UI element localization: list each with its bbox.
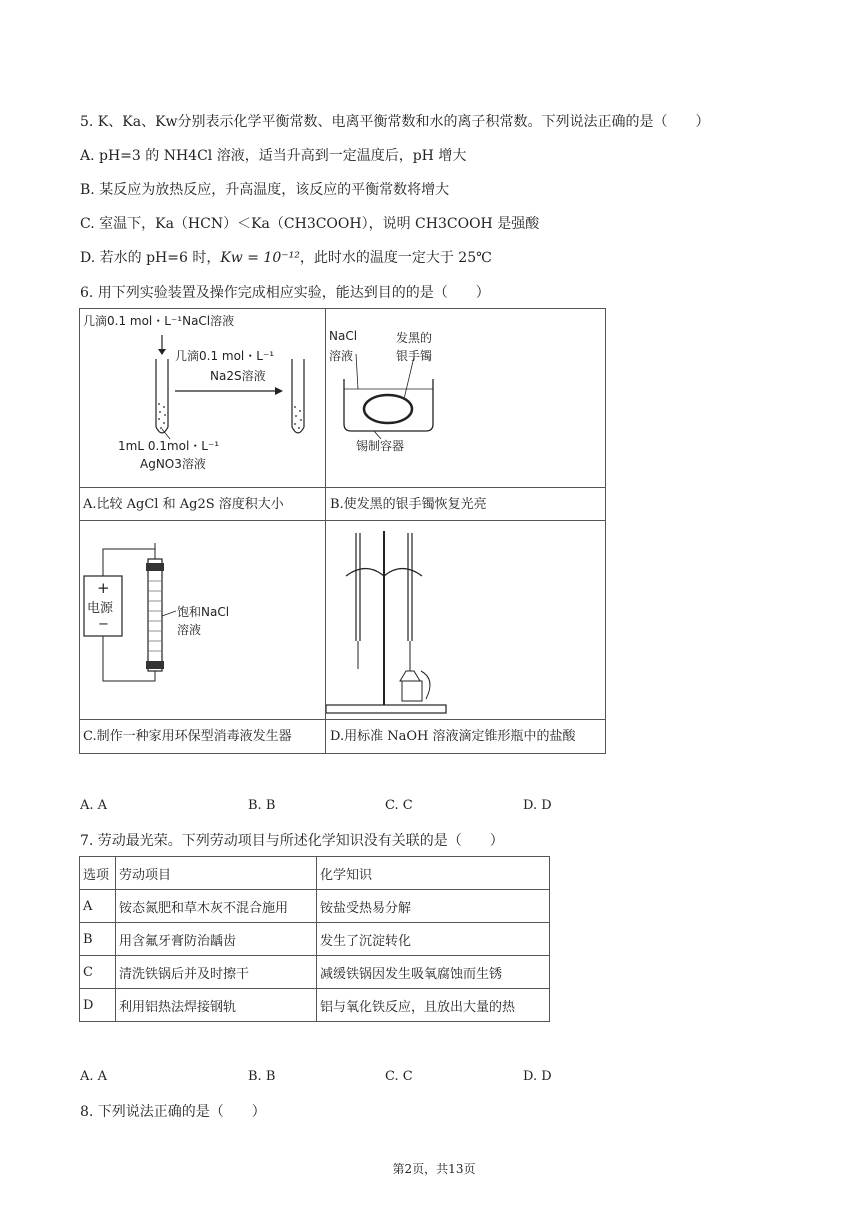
q5-option-d [80,249,492,267]
figure-b-silver-bracelet [326,309,605,487]
table-cell: 用含氟牙膏防治龋齿 [116,923,317,956]
fig-a-caption: A.比较 AgCl 和 Ag2S 溶度积大小 [83,497,284,512]
q7-choice-b[interactable]: B. B [248,1069,276,1084]
table-cell: D [80,989,116,1022]
q7-options [80,1069,640,1087]
fig-b-nacl: NaCl [329,329,358,343]
fig-a-bottom-label-1: 1mL 0.1mol・L⁻¹ [118,439,220,453]
table-cell: 铵盐受热易分解 [317,890,550,923]
fig-c-minus: − [98,617,109,632]
fig-b-caption: B.使发黑的银手镯恢复光亮 [330,497,487,512]
table-header-cell: 化学知识 [317,857,550,890]
table-cell: 铵态氮肥和草木灰不混合施用 [116,890,317,923]
fig-c-saturated-2: 溶液 [177,623,202,637]
figure-c-electrolysis [80,521,325,719]
fig-c-power: 电源 [87,601,114,616]
q8-stem: 8. 下列说法正确的是（ ） [80,1104,266,1120]
q5-stem: 5. K、Ka、Kw分别表示化学平衡常数、电离平衡常数和水的离子积常数。下列说法正确的是（ ） [80,114,710,130]
q7-choice-a[interactable]: A. A [80,1069,108,1084]
q5-option-b: B. 某反应为放热反应，升高温度，该反应的平衡常数将增大 [80,182,450,198]
q6-choice-a[interactable]: A. A [80,798,108,813]
fig-a-mid-label-1: 几滴0.1 mol・L⁻¹ [175,349,275,363]
table-cell: 减缓铁锅因发生吸氧腐蚀而生锈 [317,956,550,989]
q6-choice-d[interactable]: D. D [523,798,552,813]
q6-options [80,798,640,816]
table-header-row [80,857,550,890]
q7-stem: 7. 劳动最光荣。下列劳动项目与所述化学知识没有关联的是（ ） [80,833,504,849]
table-cell: 发生了沉淀转化 [317,923,550,956]
fig-a-bottom-label-2: AgNO3溶液 [140,457,206,471]
fig-b-blackened-1: 发黑的 [396,331,433,345]
q7-choice-c[interactable]: C. C [385,1069,413,1084]
q7-table [79,856,550,1022]
fig-c-plus: + [97,579,110,597]
fig-b-container: 锡制容器 [356,439,405,453]
q5-option-a: A. pH=3 的 NH4Cl 溶液，适当升高到一定温度后，pH 增大 [80,148,467,164]
q7-choice-d[interactable]: D. D [523,1069,552,1084]
electrolysis-diagram [80,521,325,719]
table-row [80,989,550,1022]
q5-option-d-math: Kw = 10⁻¹² [220,250,300,266]
table-row [80,923,550,956]
q5-option-c: C. 室温下，Ka（HCN）＜Ka（CH3COOH），说明 CH3COOH 是强酸 [80,216,540,232]
table-row [80,956,550,989]
fig-a-mid-label-2: Na2S溶液 [210,369,266,383]
table-cell: 铝与氧化铁反应，且放出大量的热 [317,989,550,1022]
fig-b-solution: 溶液 [329,349,354,363]
q5-option-d-tail: ，此时水的温度一定大于 25℃ [299,250,492,266]
fig-d-caption: D.用标准 NaOH 溶液滴定锥形瓶中的盐酸 [330,729,576,744]
table-header-cell: 劳动项目 [116,857,317,890]
page-footer: 第2页，共13页 [392,1162,476,1176]
table-cell: 利用铝热法焊接钢轨 [116,989,317,1022]
q5-option-d-text: D. 若水的 pH=6 时， [80,250,221,266]
tin-container-diagram [326,309,605,487]
table-cell: A [80,890,116,923]
figure-d-titration [326,521,605,719]
table-header-cell: 选项 [80,857,116,890]
q6-choice-b[interactable]: B. B [248,798,276,813]
titration-stand-diagram [326,521,605,719]
fig-c-caption: C.制作一种家用环保型消毒液发生器 [83,729,292,744]
table-cell: C [80,956,116,989]
figure-a-precipitation [80,309,325,487]
fig-a-top-label: 几滴0.1 mol・L⁻¹NaCl溶液 [83,314,235,328]
fig-c-saturated-1: 饱和NaCl [177,605,230,619]
q6-choice-c[interactable]: C. C [385,798,413,813]
table-cell: B [80,923,116,956]
q6-stem: 6. 用下列实验装置及操作完成相应实验，能达到目的的是（ ） [80,285,490,301]
table-row [80,890,550,923]
fig-b-blackened-2: 银手镯 [396,349,433,363]
table-cell: 清洗铁锅后并及时擦干 [116,956,317,989]
q6-figure-grid [79,308,606,754]
